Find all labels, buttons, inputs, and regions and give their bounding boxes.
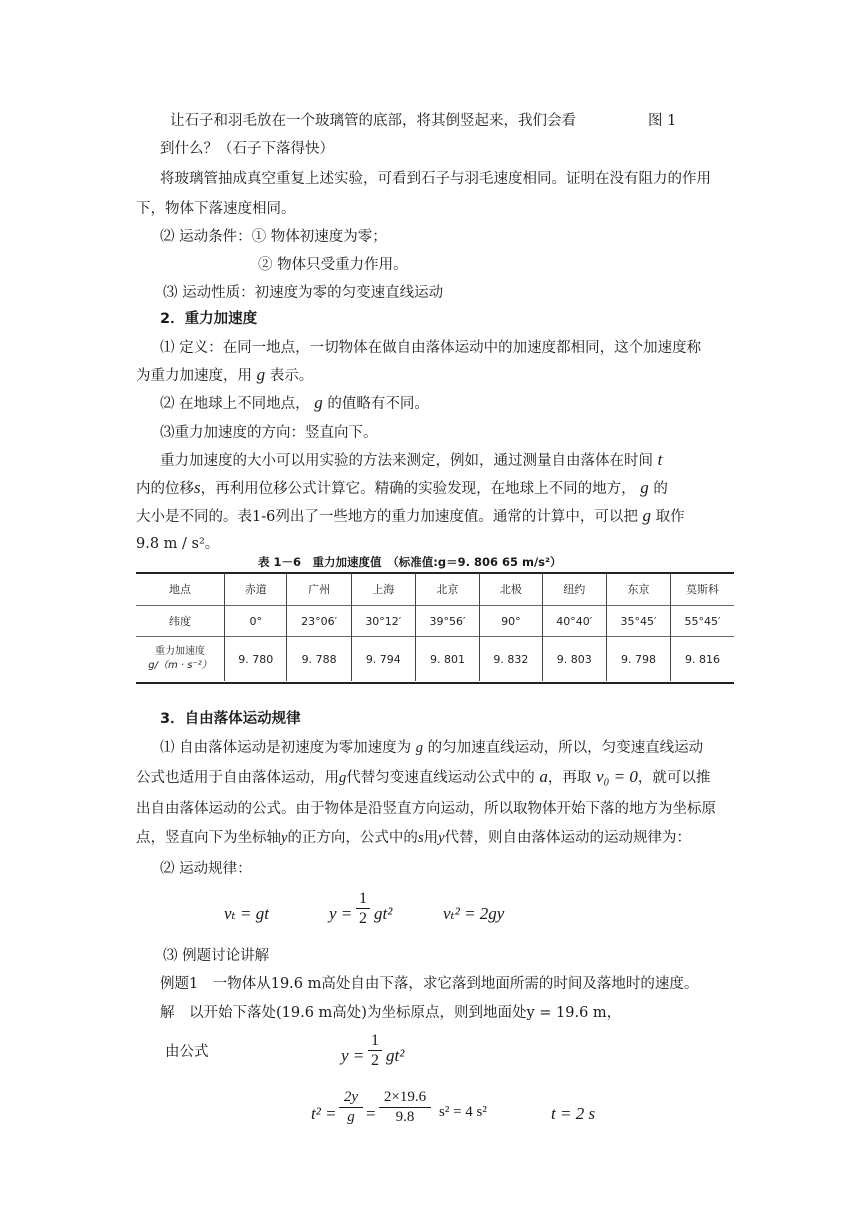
table-cell: 9. 832 [480,637,542,682]
text: 的 [653,481,668,497]
equation-5-rest: s² = 4 s² [439,1104,487,1120]
table-cell: 9. 798 [606,637,670,682]
denominator: 2 [356,908,370,928]
text: ⑴ 自由落体运动是初速度为零加速度为 [160,740,412,756]
table-cell: 55°45′ [671,606,734,637]
para2-line1: 将玻璃管抽成真空重复上述实验，可看到石子与羽毛速度相同。证明在没有阻力的作用 [160,171,711,187]
condition-1: ⑵ 运动条件：① 物体初速度为零； [160,229,387,245]
numerator: 1 [371,1032,379,1049]
table-cell: 9. 788 [287,637,351,682]
table-header-cell: 东京 [606,573,670,606]
law-line1 [160,736,703,757]
equation-6: t = 2 s [551,1104,596,1123]
text: ，就可以推 [637,770,711,786]
measurement-line2 [136,477,668,498]
motion-nature: ⑶ 运动性质：初速度为零的匀变速直线运动 [163,285,444,301]
symbol-s: s [194,478,201,497]
symbol-g: g [314,393,323,412]
text: 内的位移 [136,481,194,497]
table-row-label: 纬度 [169,615,191,628]
table-bottom-rule [136,682,734,684]
text: 的正方向，公式中的 [287,830,418,846]
symbol-y: y [438,830,445,846]
symbol-g: g [256,365,266,384]
text: 取作 [655,509,685,525]
text: 重力加速度的大小可以用实验的方法来测定，例如，通过测量自由落体在时间 [160,453,653,469]
table-cell: 90° [480,606,542,637]
example-1: 例题1 一物体从19.6 m高处自由下落，求它落到地面所需的时间及落地时的速度。 [160,976,699,992]
fraction-2y-over-g [339,1088,363,1127]
fraction-half [368,1031,382,1070]
text: 公式也适用于自由落体运动，用 [136,770,339,786]
equation-displacement-lhs: y = [329,904,353,923]
equation-4-lhs: y = [341,1046,365,1065]
equation-displacement-rhs: gt² [374,904,393,923]
equation-velocity-squared: vₜ² = 2gy [443,904,505,923]
fraction-half [356,889,370,928]
table-header-cell: 纽约 [542,573,606,606]
table-cell: 40°40′ [542,606,606,637]
g-label-line1: 重力加速度 [155,646,205,657]
table-cell: 9. 803 [542,637,606,682]
denominator: 9.8 [379,1107,431,1127]
table-cell: 39°56′ [415,606,479,637]
measurement-line4: 9.8 m / s²。 [136,536,220,552]
solution: 解 以开始下落处(19.6 m高处)为坐标原点，则到地面处y = 19.6 m， [160,1005,622,1021]
symbol-s: s [417,830,424,846]
v0-equals-zero: v₀ = 0 [595,767,638,786]
table-cell: 35°45′ [606,606,670,637]
text: 的匀加速直线运动，所以，匀变速直线运动 [427,740,704,756]
table-row [136,606,734,637]
table-header-cell: 上海 [351,573,415,606]
example-label: ⑶ 例题讨论讲解 [163,948,270,964]
definition-line1: ⑴ 定义：在同一地点，一切物体在做自由落体运动中的加速度都相同，这个加速度称 [160,340,702,356]
table-cell: 9. 780 [225,637,287,682]
rule-label: ⑵ 运动规律： [160,861,252,877]
table-row [136,637,734,682]
law-line2 [136,766,710,787]
para2-line2: 下，物体下落速度相同。 [136,201,296,217]
table-cell: 0° [225,606,287,637]
numerator: 2×19.6 [383,1089,427,1105]
table-cell: 23°06′ [287,606,351,637]
condition-2: ② 物体只受重力作用。 [258,257,408,273]
law-line3: 出自由落体运动的公式。由于物体是沿竖直方向运动，所以取物体开始下落的地方为坐标原 [136,801,716,817]
text: 代替，则自由落体运动的运动规律为： [444,830,692,846]
text: ，再取 [547,770,592,786]
law-line4 [136,826,691,847]
section-3-title: 3．自由落体运动规律 [160,711,301,727]
para1-line1 [170,109,576,130]
measurement-line3 [136,505,685,526]
equation-4-rhs: gt² [386,1046,405,1065]
denominator: 2 [368,1050,382,1070]
definition-line2 [136,364,313,385]
difference-line [160,392,429,413]
text: ⑵ 在地球上不同地点， [160,396,310,412]
section-2-title: 2．重力加速度 [160,311,258,327]
symbol-a: a [539,767,548,786]
table-header-cell: 北京 [415,573,479,606]
para1-line2: 到什么？（石子下落得快） [160,141,334,157]
text: 的值略有不同。 [327,396,429,412]
symbol-t: t [657,450,663,469]
table-header-cell: 赤道 [225,573,287,606]
figure-label: 图 1 [648,113,677,129]
text: 代替匀变速直线运动公式中的 [346,770,535,786]
table-header-cell: 北极 [480,573,542,606]
fraction-numeric [379,1088,431,1127]
text: 大小是不同的。表1-6列出了一些地方的重力加速度值。通常的计算中，可以把 [136,509,638,525]
table-cell: 9. 801 [415,637,479,682]
gravity-table [136,573,734,681]
measurement-line1 [160,449,662,470]
equals-sign: = [366,1104,376,1123]
g-label-line2: g/（m · s⁻²） [148,660,212,671]
text: ，再利用位移公式计算它。精确的实验发现，在地球上不同的地方， [200,481,636,497]
numerator: 2y [343,1089,359,1105]
text: 点，竖直向下为坐标轴 [136,830,281,846]
direction-line: ⑶重力加速度的方向：竖直向下。 [160,425,378,441]
table-cell: 30°12′ [351,606,415,637]
table-caption: 表 1－6 重力加速度值 （标准值:g＝9. 806 65 m/s²） [258,555,562,569]
text: 表示。 [269,368,314,384]
by-formula: 由公式 [165,1044,209,1060]
symbol-g: g [642,506,651,525]
symbol-y: y [281,830,288,846]
table-cell: 9. 794 [351,637,415,682]
symbol-g: g [339,770,347,786]
table-header-cell: 广州 [287,573,351,606]
text: 为重力加速度，用 [136,368,252,384]
table-cell: 9. 816 [671,637,734,682]
table-header-cell: 莫斯科 [671,573,734,606]
table-row-label [136,637,225,682]
equation-velocity: vₜ = gt [224,904,269,923]
denominator: g [339,1107,363,1127]
symbol-g: g [415,740,423,756]
text: 用 [423,830,439,846]
symbol-g: g [640,478,649,497]
table-row [136,573,734,606]
table-header-cell: 地点 [169,583,191,596]
numerator: 1 [359,890,367,907]
equation-5-lhs: t² = [311,1104,337,1123]
text: 让石子和羽毛放在一个玻璃管的底部，将其倒竖起来，我们会看 [170,113,576,129]
